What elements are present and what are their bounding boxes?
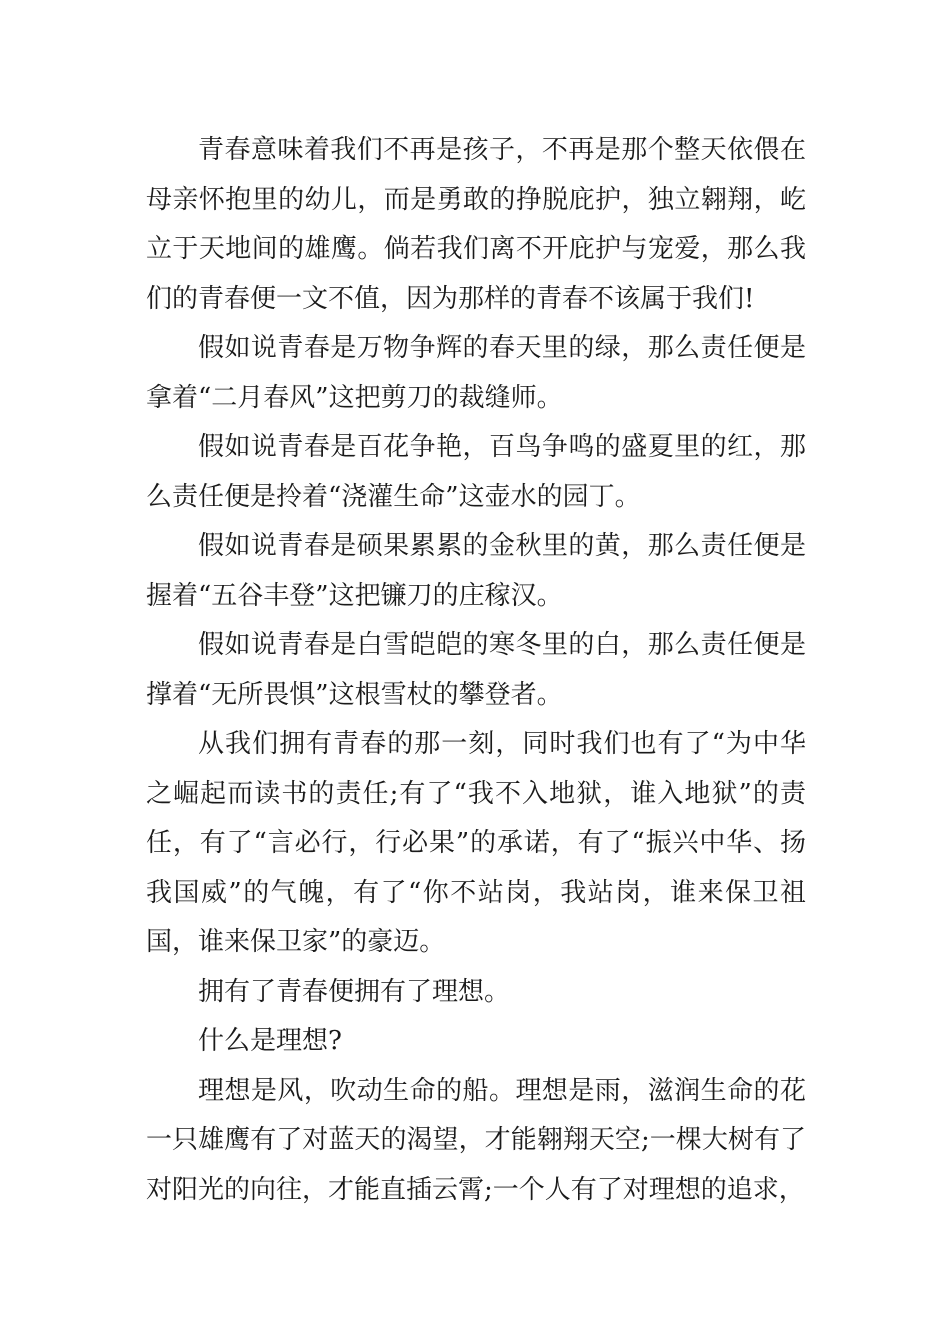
paragraph: 什么是理想? [198, 1026, 342, 1056]
paragraph: 假如说青春是百花争艳，百鸟争鸣的盛夏里的红，那么责任便是拎着“浇灌生命”这壶水的园丁。 [146, 432, 806, 512]
paragraph: 理想是风，吹动生命的船。理想是雨，滋润生命的花一只雄鹰有了对蓝天的渴望，才能翱翔天空;一棵大树有了对阳光的向往，才能直插云霄;一个人有了对理想的追求， [146, 1075, 806, 1205]
paragraph: 从我们拥有青春的那一刻，同时我们也有了“为中华之崛起而读书的责任;有了“我不入地狱，谁入地狱”的责任，有了“言必行，行必果”的承诺，有了“振兴中华、扬我国威”的气魄，有了“你不站岗，我站岗，谁来保卫祖国，谁来保卫家”的豪迈。 [146, 729, 806, 957]
paragraph: 假如说青春是白雪皑皑的寒冬里的白，那么责任便是撑着“无所畏惧”这根雪杖的攀登者。 [146, 630, 806, 710]
document-body [146, 126, 806, 1215]
paragraph: 青春意味着我们不再是孩子，不再是那个整天依偎在母亲怀抱里的幼儿，而是勇敢的挣脱庇护，独立翱翔，屹立于天地间的雄鹰。倘若我们离不开庇护与宠爱，那么我们的青春便一文不值，因为那样的青春不该属于我们! [146, 135, 806, 314]
paragraph: 拥有了青春便拥有了理想。 [198, 976, 511, 1007]
paragraph: 假如说青春是万物争辉的春天里的绿，那么责任便是拿着“二月春风”这把剪刀的裁缝师。 [146, 333, 806, 413]
paragraph: 假如说青春是硕果累累的金秋里的黄，那么责任便是握着“五谷丰登”这把镰刀的庄稼汉。 [146, 531, 806, 611]
